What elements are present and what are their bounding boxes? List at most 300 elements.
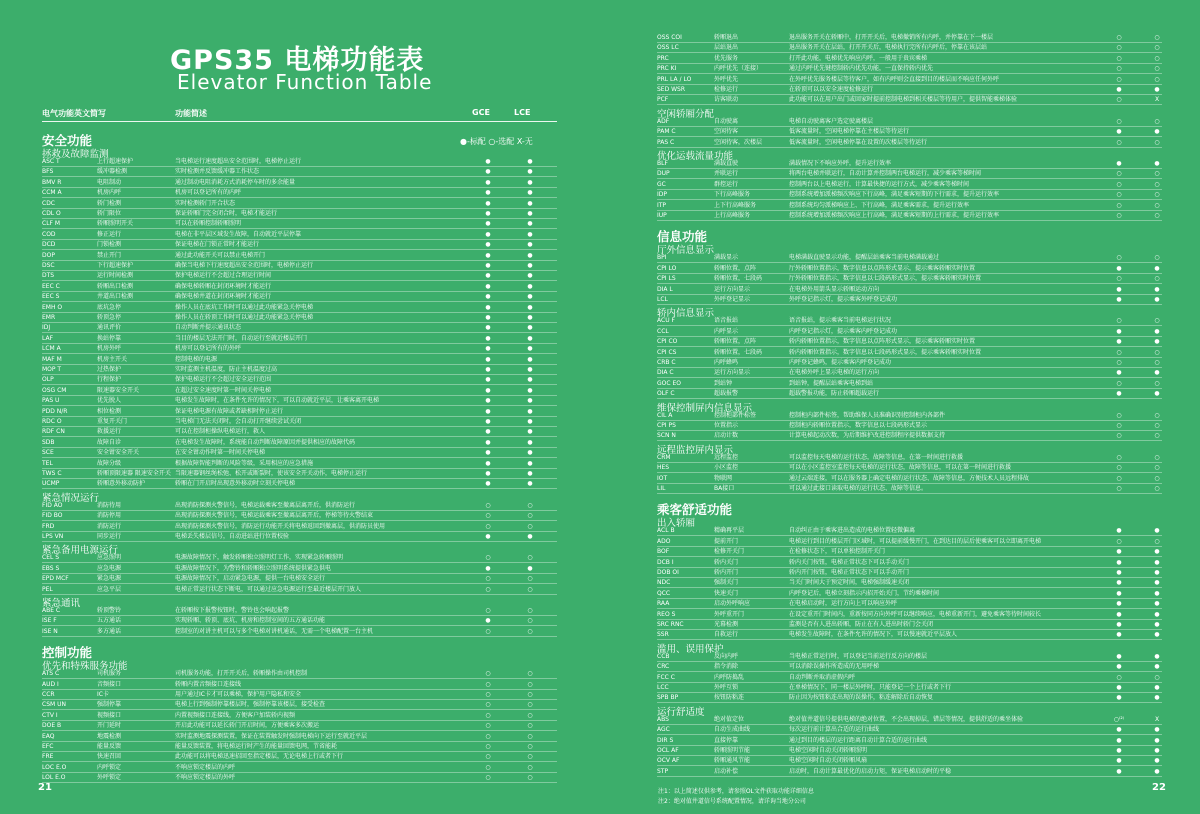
lce-value: ● (1154, 610, 1160, 618)
gce-value: ○ (1116, 180, 1122, 188)
function-description: 控制系统增加派梯频次响应下行高峰，满足乘客短期的下行需求，提升运行效率 (789, 191, 1000, 199)
lce-value: ○ (527, 575, 533, 583)
function-name: 检修开关门 (714, 548, 745, 556)
table-row (42, 199, 557, 209)
function-code: CLF M (42, 220, 61, 228)
function-code: TEL (42, 459, 53, 467)
function-name: 音频接口 (97, 680, 122, 688)
lce-value: ○ (1154, 34, 1160, 41)
function-name: 救援运行 (97, 428, 122, 436)
function-code: ADF (657, 117, 670, 125)
function-name: 轿厢退出 (714, 34, 739, 41)
function-name: 外呼锁定 (97, 774, 122, 782)
gce-value: ● (485, 293, 491, 301)
function-name: 消防待用 (97, 501, 122, 509)
lce-value: ● (1154, 663, 1160, 671)
lce-value: ○ (1154, 359, 1160, 366)
lce-value: ● (1154, 327, 1160, 335)
function-code: ITP (657, 201, 667, 209)
table-row (42, 219, 557, 229)
gce-value: ● (485, 272, 491, 280)
table-row (42, 188, 557, 198)
header-lce: LCE (514, 108, 531, 117)
function-code: DIA L (657, 285, 673, 293)
lce-value: ● (1154, 631, 1160, 639)
gce-value: ○ (485, 670, 491, 678)
lce-value: ● (1154, 726, 1160, 734)
gce-value: ● (1116, 589, 1122, 597)
function-name: 下行超速保护 (97, 262, 134, 269)
lce-value: ● (1154, 86, 1160, 93)
function-name: 地震检测 (97, 732, 122, 740)
table-row (42, 427, 557, 437)
lce-value: ● (1154, 757, 1160, 765)
lce-value: ● (527, 158, 533, 165)
header-divider (42, 121, 557, 122)
function-description: 实时监测主机温度，防止主机温度过高 (175, 366, 278, 373)
gce-value: ● (1116, 684, 1122, 691)
table-row (42, 157, 557, 167)
function-description: 电梯运行到目的楼层开门区域时，可以提前缓慢开门，在到达目的层后使乘客可以立即离开电梯 (789, 537, 1042, 545)
table-row (657, 190, 1162, 200)
gce-value: ○ (485, 701, 491, 709)
section-title: 乘客舒适功能 (657, 502, 733, 518)
function-description: 电梯丢失楼层信号，自动进站进行位置校验 (175, 533, 290, 540)
function-description: 保护电梯运行不会超过安全运行范围 (175, 376, 272, 384)
function-code: SED WSR (657, 86, 686, 93)
function-name: 运行方向显示 (714, 285, 751, 293)
lce-value: ● (527, 345, 533, 353)
function-description: 轿内开门按钮，电梯正常状态下可以手动开门 (789, 569, 910, 576)
function-code: COD (42, 230, 56, 238)
function-name: 运行方向显示 (714, 369, 751, 377)
function-description: 机房可以登记所有的内呼 (175, 189, 242, 197)
gce-value: ○⁽²⁾ (1113, 715, 1125, 723)
gce-value: ○ (485, 512, 491, 520)
function-name: 超载报警 (714, 390, 739, 398)
function-code: DOB OI (657, 569, 679, 576)
function-name: 并联运行 (714, 170, 739, 178)
table-row (42, 627, 557, 637)
table-row (42, 669, 557, 679)
table-row (42, 375, 557, 385)
lce-value: ○ (527, 522, 533, 530)
lce-value: ● (1154, 296, 1160, 303)
function-code: IDP (657, 191, 668, 199)
function-description: 开启此功能可以延长轿门开启时间，方便乘客多次搬运 (175, 722, 320, 730)
gce-value: ● (485, 449, 491, 457)
gce-value: ● (1116, 527, 1122, 535)
lce-value: ○ (1154, 348, 1160, 356)
function-name: 远程监控 (714, 453, 739, 461)
function-description: 电梯正常运行状态下断电，可以通过应急电源运行至最近楼层开门放人 (175, 585, 362, 593)
function-code: SDB (42, 438, 55, 446)
function-code: LPS VN (42, 533, 64, 540)
table-row (657, 589, 1162, 599)
function-name: 限速器安全开关 (97, 386, 140, 394)
function-name: 优先服务 (714, 54, 739, 62)
function-code: TWS C (42, 470, 62, 477)
lce-value: ● (527, 366, 533, 373)
right-page (600, 0, 1200, 814)
gce-value: ● (1116, 569, 1122, 576)
function-code: LOC E.O (42, 763, 67, 771)
function-name: 快速关门 (714, 589, 739, 597)
function-name: 应急照明 (97, 554, 122, 562)
function-name: 故障自诊 (97, 438, 122, 446)
table-row (42, 574, 557, 584)
lce-value: ○ (1154, 75, 1160, 83)
function-description: 电源故障情况下，触发轿厢独立照明灯工作，实现紧急轿厢照明 (175, 554, 344, 562)
function-code: PEL (42, 585, 53, 593)
function-code: CPI LS (657, 275, 676, 283)
gce-value: ● (1116, 369, 1122, 377)
table-row (42, 230, 557, 240)
table-row (657, 127, 1162, 137)
function-description: 到站钟，提醒层站乘客电梯到站 (789, 379, 874, 387)
table-row (657, 159, 1162, 169)
table-row (657, 620, 1162, 630)
function-code: EPD MCF (42, 575, 69, 583)
function-description: 通过此功能开关可以禁止电梯开门 (175, 251, 266, 259)
function-description: 外呼登记指示灯，提示乘客外呼登记成功 (789, 296, 898, 303)
function-name: 换站停靠 (97, 334, 122, 342)
function-name: 门锁检测 (97, 241, 122, 249)
table-row (657, 348, 1162, 358)
function-name: 位置指示 (714, 422, 739, 429)
gce-value: ○ (485, 680, 491, 688)
gce-value: ○ (1116, 432, 1122, 440)
table-row (42, 344, 557, 354)
function-name: 按钮防粘连 (714, 694, 745, 702)
gce-value: ● (1116, 610, 1122, 618)
table-row (42, 763, 557, 773)
function-code: CDC (42, 199, 55, 207)
lce-value: ● (527, 470, 533, 477)
gce-value: ○ (1116, 54, 1122, 62)
gce-value: ● (485, 241, 491, 249)
function-name: 内呼防捣乱 (714, 673, 745, 681)
function-description: 保证电梯电源有故障或者缺相时停止运行 (175, 407, 284, 415)
function-description: 启动时，自动计算最优化的启动力矩，保证电梯启动时的平稳 (789, 767, 952, 775)
lce-value: ○ (1154, 201, 1160, 209)
lce-value: ○ (527, 763, 533, 771)
table-row (657, 526, 1162, 536)
lce-value: ● (527, 564, 533, 572)
table-row (42, 178, 557, 188)
function-code: ADO (657, 537, 671, 545)
table-row (657, 316, 1162, 326)
function-description: 当电梯正常运行时，可以登记当前运行反方向的楼层 (789, 652, 928, 660)
function-description: 自动纠正由于乘客进出造成的电梯位置轻微偏离 (789, 527, 916, 535)
lce-value: ○ (1154, 537, 1160, 545)
function-code: DOE B (42, 722, 62, 730)
gce-value: ○ (485, 501, 491, 509)
gce-value: ○ (1116, 212, 1122, 219)
lce-value: ○ (527, 501, 533, 509)
gce-value: ○ (1116, 191, 1122, 199)
lce-value: ○ (527, 753, 533, 761)
function-code: EAQ (42, 732, 55, 740)
gce-value: ● (485, 230, 491, 238)
table-row (42, 261, 557, 271)
function-description: 控制柜内轿厢位置指示，数字信息以七段码形式显示 (789, 422, 928, 429)
function-name: 上行超速保护 (97, 158, 134, 165)
gce-value: ○ (485, 585, 491, 593)
gce-value: ○ (485, 774, 491, 782)
gce-value: ● (485, 617, 491, 625)
lce-value: ● (1154, 160, 1160, 167)
function-code: ISE N (42, 627, 58, 635)
function-code: LAF (42, 334, 54, 342)
table-row (42, 469, 557, 479)
function-code: LCM A (42, 345, 61, 353)
function-name: 重复开关门 (97, 418, 128, 425)
function-description: 通过制动电阻消耗方式消耗停车时的多余能量 (175, 178, 296, 186)
header-gce: GCE (472, 108, 490, 117)
function-description: 在电梯外用箭头显示轿厢运动方向 (789, 285, 880, 293)
function-code: NDC (657, 579, 671, 587)
gce-value: ● (485, 355, 491, 363)
function-name: 轿门限位 (97, 210, 122, 217)
function-code: OLP (42, 376, 54, 384)
lce-value: ● (1154, 747, 1160, 754)
function-code: PAS U (42, 397, 60, 405)
group-title: 优化运载流量功能 (657, 151, 734, 162)
gce-value: ● (1116, 327, 1122, 335)
lce-value: ○ (1154, 117, 1160, 125)
function-code: RDF CN (42, 428, 65, 436)
lce-value: ● (1154, 369, 1160, 377)
gce-value: ● (1116, 86, 1122, 93)
function-code: PRL LA / LO (657, 75, 692, 83)
function-code: IUP (657, 212, 667, 219)
group-title: 空闲轿厢分配 (657, 108, 715, 120)
function-description: 根据故障智能判断的风险等级，采用相应的应急措施 (175, 459, 314, 467)
gce-value: ● (485, 282, 491, 290)
gce-value: ● (1116, 652, 1122, 660)
function-description: 确保当电梯下行速度超出安全范围时，电梯停止运行 (175, 262, 314, 269)
gce-value: ○ (485, 691, 491, 698)
gce-value: ○ (1116, 34, 1122, 41)
function-code: AGC (657, 726, 670, 734)
gce-value: ● (485, 210, 491, 217)
function-code: ACL B (657, 527, 675, 535)
function-code: SPB BP (657, 694, 679, 702)
function-name: 启动计数 (714, 432, 739, 440)
function-description: 此功能可以将电梯迅速招回至指定楼层，无论电梯上行或者下行 (175, 753, 344, 761)
function-name: 轿顶急停 (97, 314, 122, 321)
lce-value: ● (527, 428, 533, 436)
function-name: 轿门检测 (97, 199, 122, 207)
gce-value: ○ (1116, 254, 1122, 262)
lce-value: ○ (527, 691, 533, 698)
function-code: GC (657, 180, 666, 188)
function-description: 控制系统增加派梯频次响应上行高峰，满足乘客短期的上行需求，提升运行效率 (789, 212, 1000, 219)
function-description: 自动判断并取消虚假内呼 (789, 673, 856, 681)
table-row (42, 417, 557, 427)
gce-value: ● (485, 314, 491, 321)
lce-value: ● (1154, 128, 1160, 136)
function-code: PRC KI (657, 65, 677, 73)
gce-value: ● (1116, 579, 1122, 587)
function-name: 优先脱人 (97, 397, 122, 405)
function-code: PAS C (657, 138, 675, 146)
function-description: 保护电梯运行不会超过合理运行时间 (175, 272, 272, 280)
function-name: 自动驶离 (714, 117, 739, 125)
function-description: 在外呼优先服务楼层等待客户，如有内呼则会直接到目的楼层而不响应任何外呼 (789, 75, 1000, 83)
table-row (657, 43, 1162, 53)
function-name: 轿厢位置，七段码 (714, 348, 763, 356)
function-description: 操作人员在轿顶工作时可以通过此功能紧急关停电梯 (175, 314, 314, 321)
gce-value: ● (1116, 160, 1122, 167)
function-code: ASC T (42, 158, 60, 165)
function-description: 电梯上行到强制停靠楼层时，强制停靠该楼层，接受检查 (175, 701, 326, 709)
gce-value: ● (485, 459, 491, 467)
function-description: 可以消除误操作所造成的无用呼梯 (789, 663, 880, 671)
table-row (42, 438, 557, 448)
lce-value: ● (1154, 652, 1160, 660)
function-name: 空闲待客，次楼层 (714, 138, 763, 146)
function-name: 同步运行 (97, 533, 122, 540)
function-name: 外呼互锁 (714, 684, 739, 691)
function-description: 在设定重开门时间内，重新按同方向外呼可以继续响应，电梯重新开门，避免乘客等待时间较长 (789, 610, 1042, 618)
gce-value: ● (1116, 558, 1122, 566)
table-row (657, 673, 1162, 683)
function-name: 视频接口 (97, 711, 122, 719)
lce-value: ○ (527, 743, 533, 750)
function-description: 保证轿厢门完全闭合时，电梯才能运行 (175, 210, 278, 217)
function-name: 应急电源 (97, 564, 122, 572)
function-name: 外呼优先 (714, 75, 739, 83)
group-title: 优先和特殊服务功能 (42, 661, 128, 673)
page-number-right: 22 (1152, 782, 1166, 793)
function-description: 超载警报功能，防止轿厢超载运行 (789, 390, 880, 398)
table-row (657, 253, 1162, 263)
function-name: 检修运行 (714, 86, 739, 93)
gce-value: ● (485, 470, 491, 477)
function-description: 控制室的对讲主机可以与多个电梯对讲机通话，无需一个电梯配置一台主机 (175, 627, 374, 635)
table-row (657, 746, 1162, 756)
lce-value: ○ (1154, 317, 1160, 325)
lce-value: ● (1154, 767, 1160, 775)
function-code: ABE C (42, 607, 61, 614)
function-code: CPI CS (657, 348, 677, 356)
gce-value: ● (1116, 600, 1122, 608)
function-code: DSC (42, 262, 55, 269)
gce-value: ● (485, 189, 491, 197)
function-description: 轿厢在门开启时出现意外移动时立刻关停电梯 (175, 480, 296, 488)
function-code: CRM (657, 453, 671, 461)
table-row (42, 271, 557, 281)
function-name: 内呼锁定 (97, 763, 122, 771)
table-row (657, 358, 1162, 368)
table-row (657, 421, 1162, 431)
function-code: ABS (657, 715, 669, 723)
function-name: 轿厢意外移动防护 (97, 480, 146, 488)
function-name: 修正运行 (97, 230, 122, 238)
function-description: 轿厢内置音频接口连接线 (175, 680, 242, 688)
function-code: DUP (657, 170, 670, 178)
lce-value: ● (1154, 579, 1160, 587)
page-number-left: 21 (38, 782, 52, 793)
lce-value: ○ (1154, 485, 1160, 492)
function-description: 实时监测地震探测装置，保证在装置触发时强制电梯向下运行至就近平层 (175, 732, 368, 740)
function-name: 司机服务 (97, 670, 122, 678)
table-row (657, 736, 1162, 746)
gce-value: ○ (1116, 359, 1122, 366)
table-row (657, 599, 1162, 609)
gce-value: ○ (1116, 117, 1122, 125)
function-description: 电梯自动驶离客户选定驶离楼层 (789, 117, 874, 125)
title-english: Elevator Function Table (177, 70, 433, 94)
table-row (42, 564, 557, 574)
function-code: BFS (42, 168, 54, 176)
function-name: 运行时间检测 (97, 272, 134, 280)
table-row (42, 690, 557, 700)
function-description: 可以在小区监控室监控每天电梯的运行状态，故障等信息，可以在第一时间进行救援 (789, 464, 1012, 472)
gce-value: ○ (1116, 138, 1122, 146)
table-row (657, 274, 1162, 284)
lce-value: ○ (1154, 170, 1160, 178)
function-name: 自救运行 (714, 631, 739, 639)
function-name: IC卡 (97, 691, 109, 698)
function-description: 满载情况下不响应外呼，提升运行效率 (789, 160, 892, 167)
function-name: 上下行高峰服务 (714, 201, 757, 209)
table-row (42, 511, 557, 521)
gce-value: ○ (485, 763, 491, 771)
lce-value: ○ (1154, 275, 1160, 283)
lce-value: ○ (527, 701, 533, 709)
table-row (657, 295, 1162, 305)
gce-value: ● (485, 158, 491, 165)
function-description: 确保电梯轿厢在封闭环境时才能运行 (175, 282, 272, 290)
function-code: DCD (42, 241, 56, 249)
function-description: 电梯满载直驶显示功能，提醒层站乘客当前电梯满载通过 (789, 254, 940, 262)
gce-value: ● (485, 480, 491, 488)
lce-value: ○ (527, 512, 533, 520)
function-description: 能量反馈装置，将电梯运行时产生的能量回馈电网，节省能耗 (175, 743, 338, 750)
gce-value: ○ (1116, 170, 1122, 178)
function-code: IOT (657, 474, 668, 482)
function-code: SRC RNC (657, 621, 684, 628)
table-row (657, 169, 1162, 179)
function-description: 轿内轿厢位置指示，数字信息以七段码形式显示，提示乘客轿厢实时位置 (789, 348, 982, 356)
table-row (42, 167, 557, 177)
function-name: 到站钟 (714, 379, 733, 387)
lce-value: ○ (1154, 254, 1160, 262)
group-title: 紧急备用电源运行 (42, 545, 119, 557)
gce-value: ● (1116, 736, 1122, 744)
gce-value: ○ (485, 753, 491, 761)
lce-value: ○ (1154, 422, 1160, 429)
table-row (657, 767, 1162, 777)
gce-value: ○ (485, 627, 491, 635)
gce-value: ○ (1116, 201, 1122, 209)
function-code: CRB C (657, 359, 676, 366)
function-description: 可以监控每天电梯的运行状态，故障等信息，在第一时间进行救援 (789, 453, 964, 461)
lce-value: ● (1154, 589, 1160, 597)
lce-value: ○ (1154, 673, 1160, 681)
table-row (657, 463, 1162, 473)
lce-value: X (1154, 96, 1160, 104)
gce-value: ● (485, 199, 491, 207)
lce-value: ● (1154, 338, 1160, 346)
function-code: DIA C (657, 369, 674, 377)
header-desc: 功能简述 (175, 109, 207, 118)
table-row (42, 303, 557, 313)
gce-value: ○ (1116, 75, 1122, 83)
